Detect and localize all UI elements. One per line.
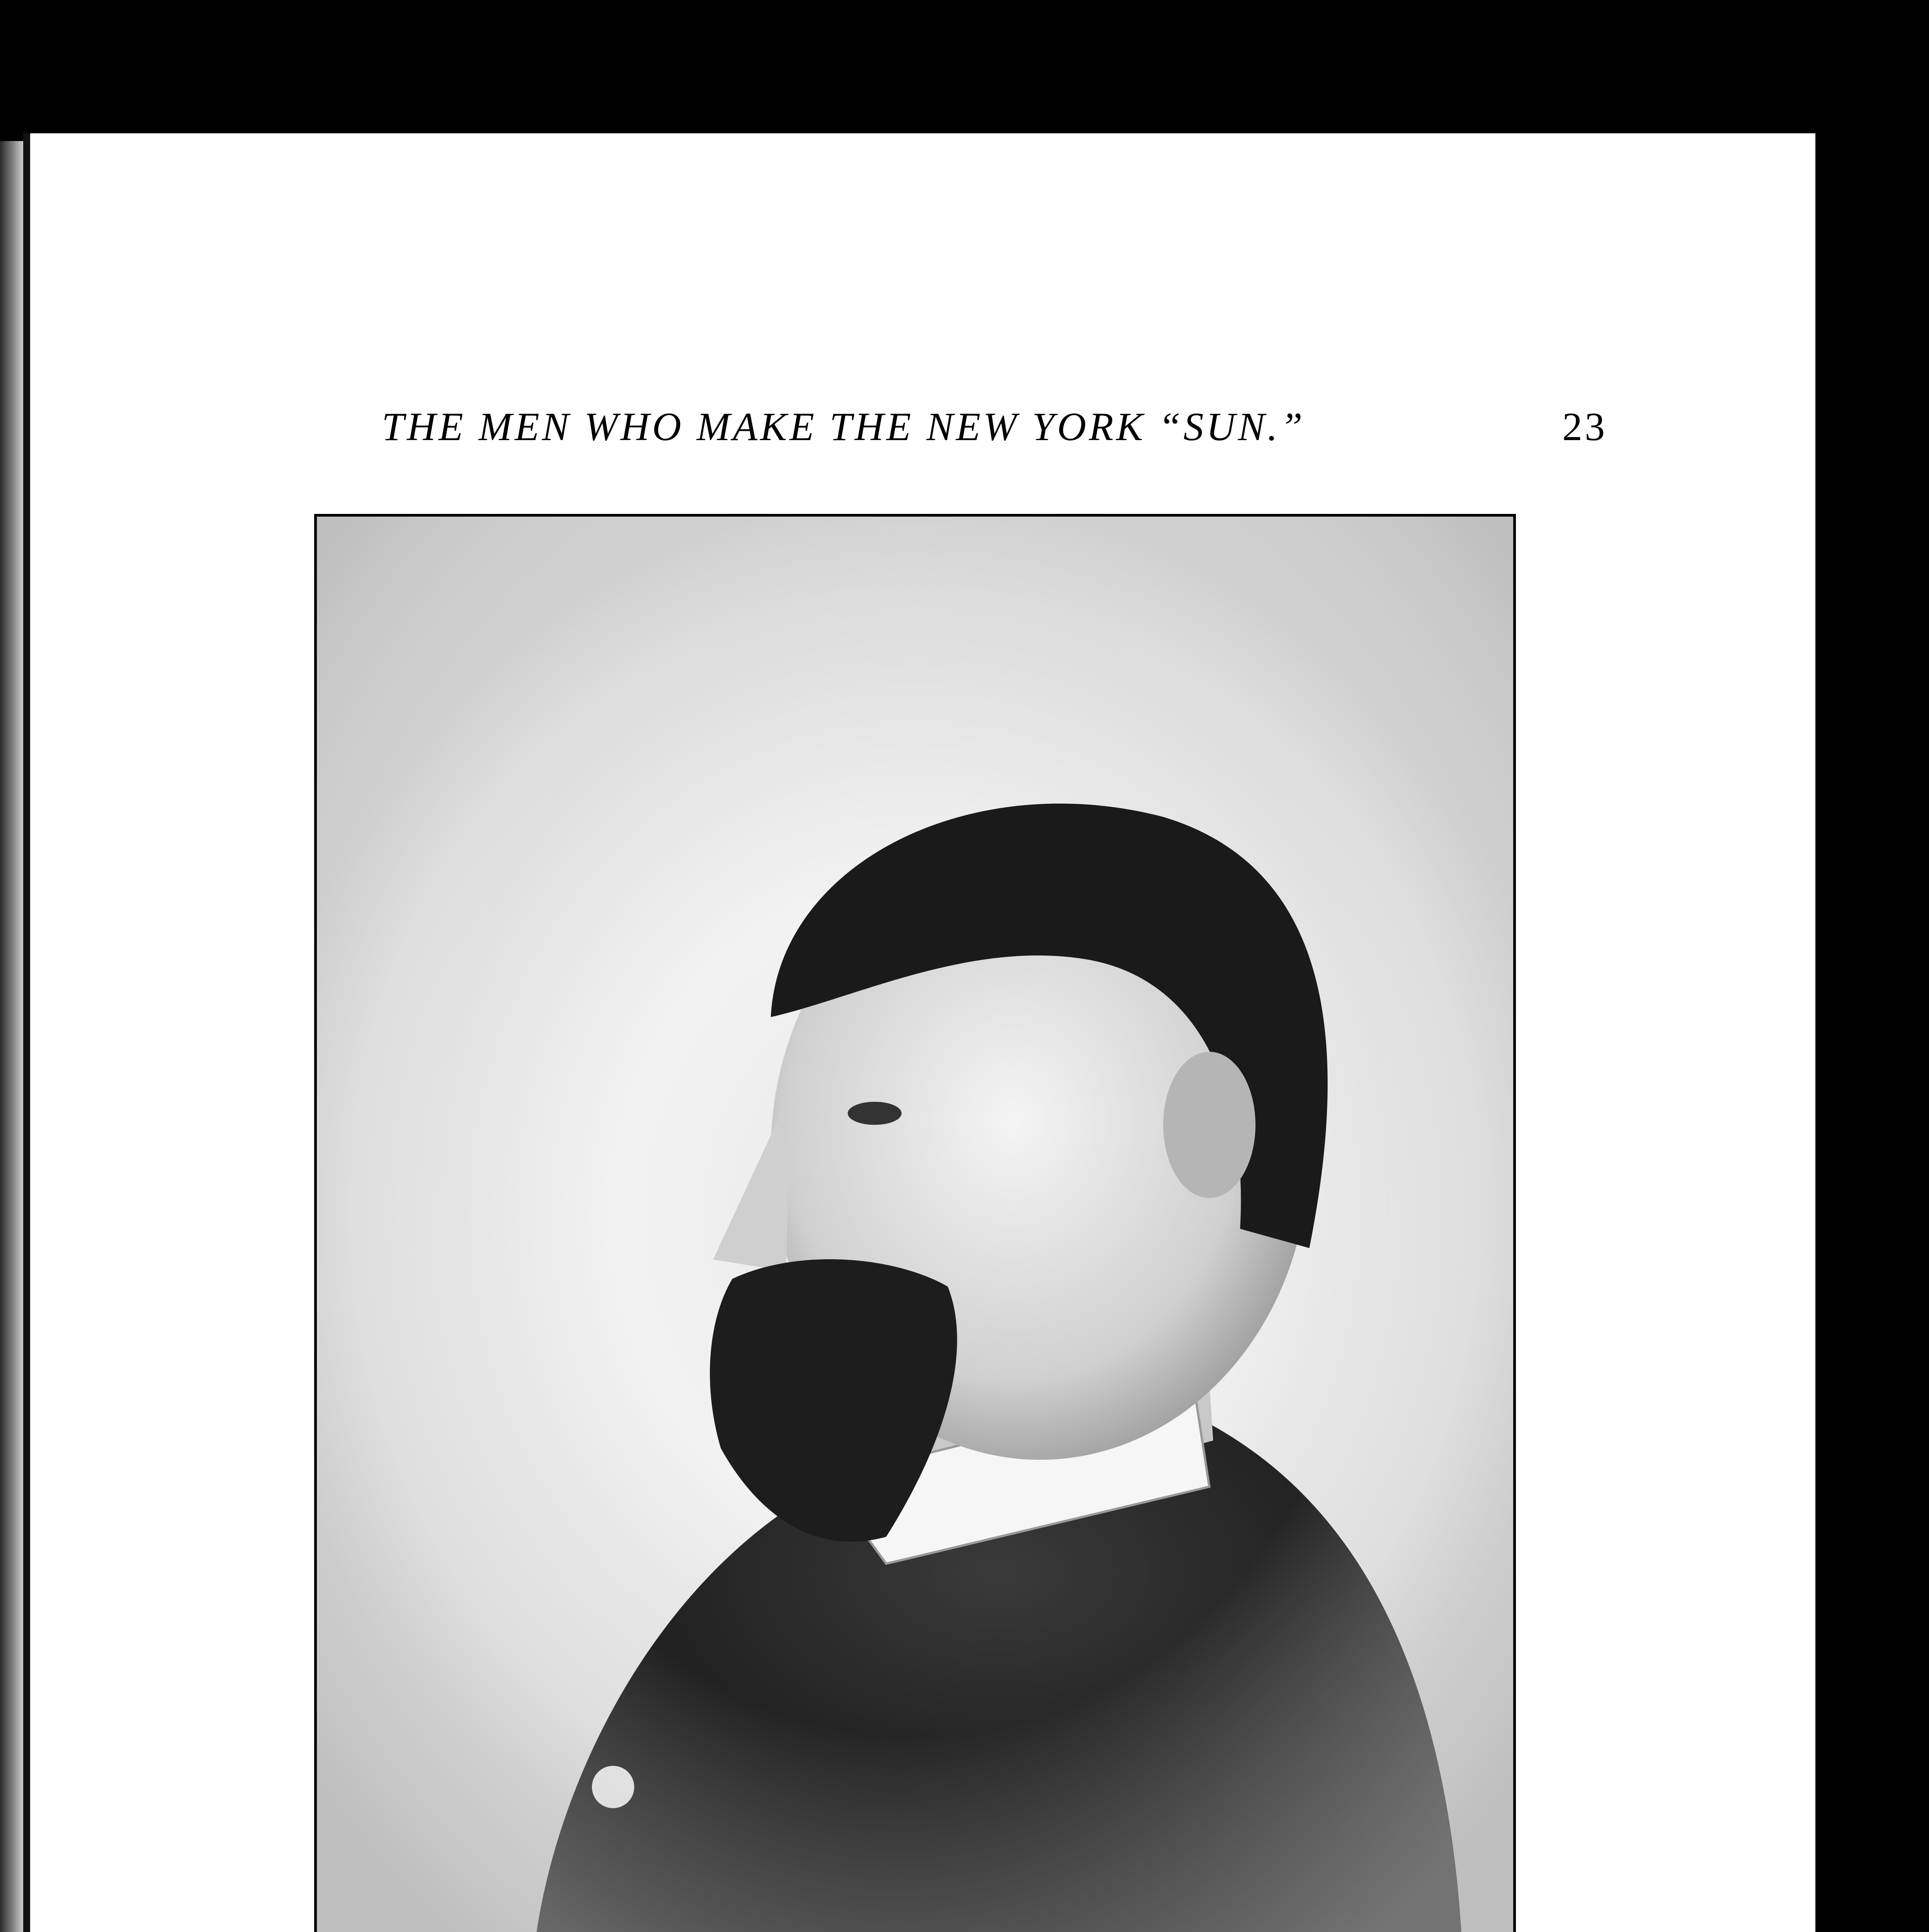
book-spine-edge <box>0 141 23 1932</box>
book-page <box>23 133 1815 1932</box>
running-head: THE MEN WHO MAKE THE NEW YORK “SUN.” <box>382 405 1305 449</box>
page-number: 23 <box>1562 405 1607 449</box>
portrait-illustration <box>317 517 1513 1932</box>
portrait-photograph <box>314 514 1516 1932</box>
